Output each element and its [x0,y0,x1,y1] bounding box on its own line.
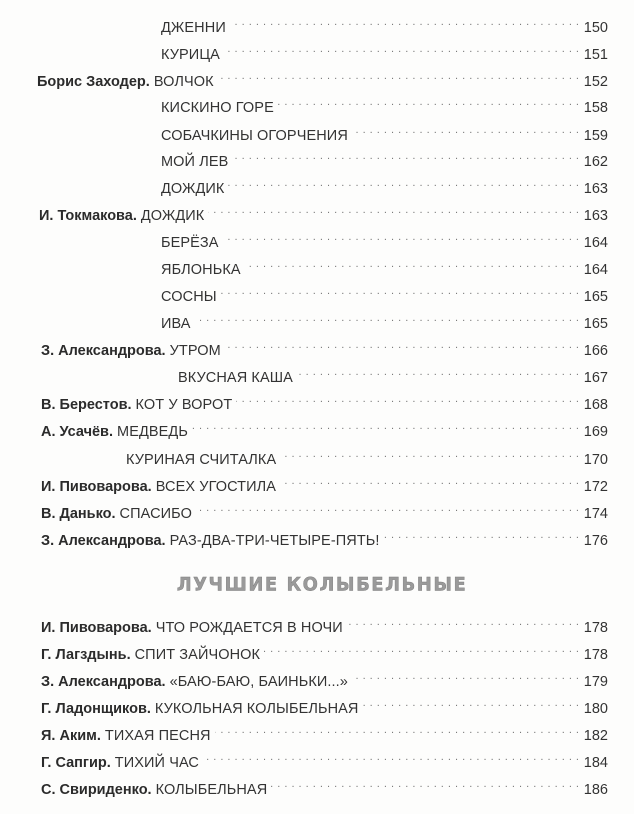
toc-entry-title: КУРИНАЯ СЧИТАЛКА [126,452,277,468]
toc-entry[interactable] [161,12,608,36]
toc-entry-page-number: 180 [583,701,608,717]
toc-entry-page-number: 163 [583,181,608,197]
toc-entry-page-number: 176 [583,533,608,549]
toc-entry[interactable] [41,389,608,413]
toc-entry[interactable] [41,335,608,359]
toc-entry-title: ВКУСНАЯ КАША [178,370,293,386]
toc-entry-title: ТИХАЯ ПЕСНЯ [104,728,211,744]
dot-leader [215,720,579,740]
dot-leader [297,362,579,382]
toc-entry-author: Г. Сапгир. [41,755,111,771]
toc-entry[interactable] [41,693,608,717]
toc-entry-page-number: 159 [583,128,608,144]
dot-leader [208,200,579,220]
toc-entry-title: РАЗ-ДВА-ТРИ-ЧЕТЫРЕ-ПЯТЬ! [169,533,380,549]
dot-leader [228,173,579,193]
toc-entry-page-number: 152 [583,74,608,90]
toc-entry-author: В. Берестов. [41,397,132,413]
toc-entry[interactable] [161,173,608,197]
toc-entry-page-number: 167 [583,370,608,386]
toc-entry-page-number: 150 [583,20,608,36]
toc-entry-title: КУРИЦА [161,47,220,63]
dot-leader [218,66,579,86]
dot-leader [203,747,579,767]
toc-entry-page-number: 166 [583,343,608,359]
toc-entry-author: И. Токмакова. [39,208,137,224]
dot-leader [223,227,579,247]
toc-entry-page-number: 168 [583,397,608,413]
toc-entry[interactable] [41,666,608,690]
toc-entry-page-number: 182 [583,728,608,744]
toc-entry-page-number: 151 [583,47,608,63]
toc-entry[interactable] [161,120,608,144]
toc-entry[interactable] [41,612,608,636]
toc-entry-author: З. Александрова. [41,674,166,690]
toc-entry-title: КУКОЛЬНАЯ КОЛЫБЕЛЬНАЯ [154,701,359,717]
dot-leader [264,639,579,659]
toc-entry-title: СПИТ ЗАЙЧОНОК [134,647,261,663]
section-heading-text: ЛУЧШИЕ КОЛЫБЕЛЬНЫЕ [176,573,468,596]
toc-entry-title: МОЙ ЛЕВ [161,154,229,170]
toc-entry-page-number: 158 [583,100,608,116]
section-heading-lullabies [0,573,634,595]
toc-entry-title: БЕРЁЗА [161,235,219,251]
dot-leader [192,416,579,436]
toc-entry-title: ВСЕХ УГОСТИЛА [155,479,277,495]
dot-leader [232,146,579,166]
toc-entry[interactable] [41,747,608,771]
toc-entry-author: И. Пивоварова. [41,479,152,495]
toc-entry-title: СПАСИБО [119,506,193,522]
toc-entry-title: КИСКИНО ГОРЕ [161,100,274,116]
toc-entry-author: А. Усачёв. [41,424,114,440]
toc-entry[interactable] [41,639,608,663]
toc-entry-author: З. Александрова. [41,533,166,549]
toc-entry-page-number: 174 [583,506,608,522]
toc-entry-title: СОСНЫ [161,289,217,305]
toc-entry-title: ИВА [161,316,191,332]
toc-entry[interactable] [161,227,608,251]
toc-entry-title: УТРОМ [169,343,221,359]
toc-entry-page-number: 172 [583,479,608,495]
toc-entry-page-number: 164 [583,262,608,278]
dot-leader [230,12,579,32]
dot-leader [196,498,579,518]
dot-leader [280,444,579,464]
toc-entry-page-number: 162 [583,154,608,170]
toc-entry[interactable] [41,525,608,549]
toc-entry[interactable] [161,39,608,63]
toc-entry[interactable] [37,66,608,90]
toc-entry-page-number: 178 [583,620,608,636]
toc-entry-author: С. Свириденко. [41,782,152,798]
toc-entry[interactable] [126,444,608,468]
dot-leader [280,471,579,491]
toc-entry-page-number: 179 [583,674,608,690]
dot-leader [384,525,579,545]
dot-leader [195,308,579,328]
toc-entry-author: В. Данько. [41,506,116,522]
toc-entry-page-number: 163 [583,208,608,224]
toc-entry[interactable] [41,416,608,440]
dot-leader [278,92,579,112]
toc-entry-author: Г. Ладонщиков. [41,701,151,717]
toc-entry[interactable] [161,308,608,332]
toc-entry-title: ТИХИЙ ЧАС [114,755,199,771]
toc-entry-page-number: 169 [583,424,608,440]
toc-entry-author: Борис Заходер. [37,74,150,90]
toc-entry-page-number: 164 [583,235,608,251]
toc-entry-page-number: 165 [583,289,608,305]
toc-entry-author: И. Пивоварова. [41,620,152,636]
toc-entry-title: ДОЖДИК [161,181,225,197]
toc-entry-title: ДОЖДИК [140,208,205,224]
toc-entry-title: МЕДВЕДЬ [117,424,188,440]
toc-entry-title: КОЛЫБЕЛЬНАЯ [155,782,268,798]
toc-entry-page-number: 170 [583,452,608,468]
dot-leader [245,254,579,274]
dot-leader [347,612,579,632]
dot-leader [225,335,579,355]
toc-entry-title: ЯБЛОНЬКА [161,262,241,278]
dot-leader [224,39,579,59]
toc-entry-title: СОБАЧКИНЫ ОГОРЧЕНИЯ [161,128,348,144]
toc-entry-title: ДЖЕННИ [161,20,226,36]
toc-entry[interactable] [161,146,608,170]
dot-leader [362,693,579,713]
toc-entry-page-number: 178 [583,647,608,663]
toc-entry-title: ВОЛЧОК [153,74,214,90]
toc-entry[interactable] [161,254,608,278]
toc-entry-page-number: 165 [583,316,608,332]
toc-entry[interactable] [161,92,608,116]
toc-entry-author: Г. Лагздынь. [41,647,131,663]
toc-entry-author: Я. Аким. [41,728,101,744]
toc-entry-title: КОТ У ВОРОТ [135,397,233,413]
dot-leader [352,120,579,140]
toc-entry[interactable] [41,774,608,798]
toc-entry-page-number: 184 [583,755,608,771]
toc-entry[interactable] [161,281,608,305]
toc-entry-title: «БАЮ-БАЮ, БАИНЬКИ...» [169,674,348,690]
dot-leader [271,774,579,794]
toc-entry[interactable] [178,362,608,386]
toc-entry[interactable] [41,720,608,744]
toc-entry[interactable] [41,471,608,495]
toc-entry-title: ЧТО РОЖДАЕТСЯ В НОЧИ [155,620,343,636]
toc-entry-author: З. Александрова. [41,343,166,359]
toc-entry-page-number: 186 [583,782,608,798]
toc-entry[interactable] [41,498,608,522]
toc-entry[interactable] [39,200,608,224]
dot-leader [236,389,579,409]
dot-leader [221,281,579,301]
dot-leader [352,666,579,686]
